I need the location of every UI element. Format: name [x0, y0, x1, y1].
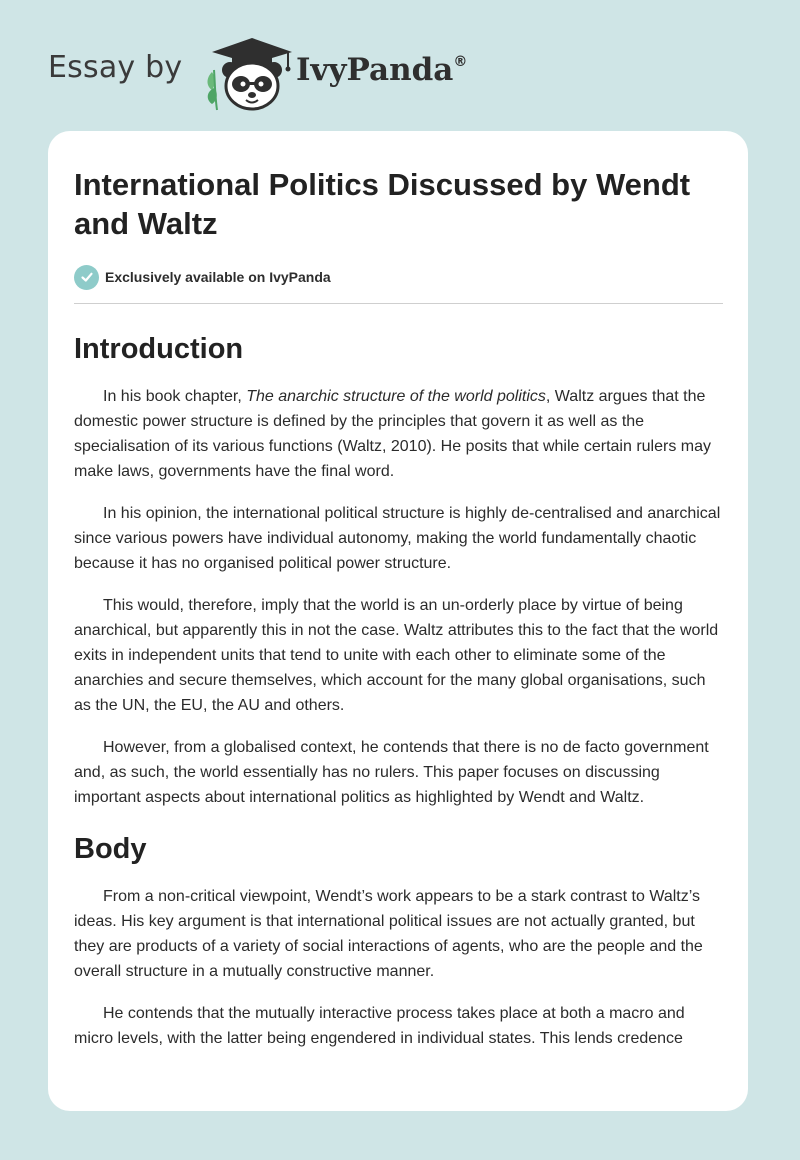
check-icon [74, 265, 99, 290]
essay-body [74, 321, 726, 1068]
section-heading-body: Body [74, 833, 147, 865]
paragraph: This would, therefore, imply that the world is an un-orderly place by virtue of being anarchical, but apparently this in not the case. Waltz attributes this to the fact that the world exits in independent units that tend to unite with each other to eliminate some of the anarchies and secure themselves, which account for the many global organisations, such as the UN, the EU, the AU and others. [74, 597, 719, 714]
section-heading-introduction: Introduction [74, 333, 244, 365]
paragraph: In his opinion, the international political structure is highly de-centralised and anarchical since various powers have individual autonomy, making the world fundamentally chaotic because it has no organised political power structure. [74, 505, 721, 572]
panda-logo-icon[interactable] [200, 34, 295, 114]
book-chapter-title: The anarchic structure of the world politics [246, 388, 546, 405]
exclusive-badge-text: Exclusively available on IvyPanda [105, 269, 331, 285]
divider [74, 303, 723, 304]
exclusive-badge [74, 263, 331, 291]
ivypanda-brand-name[interactable]: IvyPanda® [296, 52, 468, 88]
paragraph: In his book chapter, The anarchic structure of the world politics, Waltz argues that the domestic power structure is defined by the principles that govern it as well as the specialisation of its various functions (Waltz, 2010). He posits that while certain rulers may make laws, governments have the final word. [74, 388, 712, 480]
essay-card [48, 131, 748, 1111]
essay-by-label: Essay by [48, 50, 183, 85]
paragraph: He contends that the mutually interactive process takes place at both a macro and micro levels, with the latter being engendered in individual states. This lends credence [74, 1005, 685, 1047]
paragraph: However, from a globalised context, he contends that there is no de facto government and, as such, the world essentially has no rulers. This paper focuses on discussing important aspects about international politics as highlighted by Wendt and Waltz. [74, 739, 709, 806]
site-header [0, 0, 800, 130]
paragraph: From a non-critical viewpoint, Wendt’s work appears to be a stark contrast to Waltz’s ideas. His key argument is that international political issues are not actually granted, but they are products of a variety of social interactions of agents, who are the people and the overall structure in a mutually constructive manner. [74, 888, 703, 980]
page-title: International Politics Discussed by Wendt and Waltz [74, 167, 691, 241]
